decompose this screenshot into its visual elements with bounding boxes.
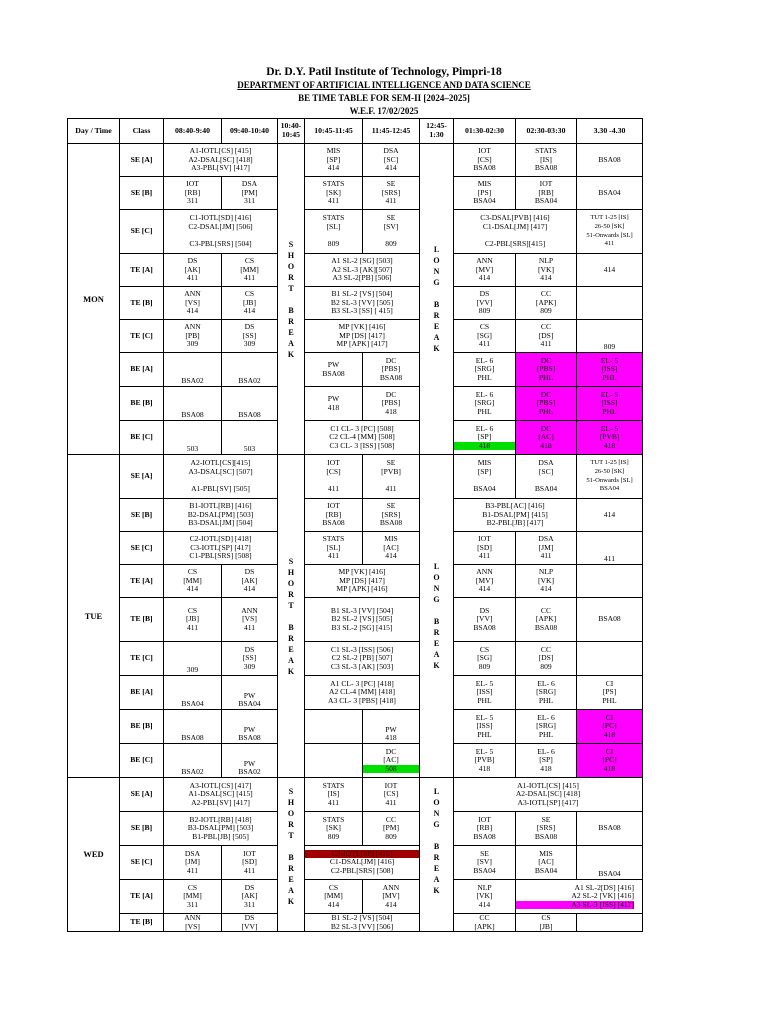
class-cell: SE [B] (120, 812, 164, 846)
lecture-cell: ANN [MV] 414 (363, 880, 420, 914)
lecture-cell-highlight: DC [PBS] PHL (516, 387, 577, 421)
class-cell: SE [A] (120, 778, 164, 812)
lecture-cell: 503 (164, 421, 222, 455)
lab-cell: C1-IOTL[SD] [416] C2-DSAL[JM] [506] C3-PBL[SRS] [504] (164, 210, 278, 254)
lecture-cell: EL- 6 [SP] 418 (516, 744, 577, 778)
lab-cell: A2-IOTL[CS][415] A3-DSAL[SC] [507] A1-PBL[SV] [505] (164, 455, 278, 499)
lecture-cell: ANN [VS] 411 (222, 598, 278, 642)
lecture-cell: BSA04 (577, 846, 643, 880)
lecture-cell: BSA08 (164, 710, 222, 744)
col-slot-3: 10:45-11:45 (305, 119, 363, 144)
lecture-cell: 309 (164, 642, 222, 676)
class-cell: BE [C] (120, 744, 164, 778)
lecture-cell: DS [SS] 309 (222, 642, 278, 676)
lecture-cell: DC [PBS] 418 (363, 387, 420, 421)
short-break-cell (278, 455, 305, 778)
class-cell: TE [B] (120, 914, 164, 932)
table-row (68, 846, 643, 880)
lecture-cell: ANN [PB] 309 (164, 320, 222, 353)
lecture-cell: DS [AK] 311 (222, 880, 278, 914)
short-break-label: S H O R T B R E A K (287, 239, 295, 359)
class-cell: SE [B] (120, 499, 164, 532)
class-cell: TE [B] (120, 287, 164, 320)
col-day: Day / Time (68, 119, 120, 144)
lecture-cell: IOT [RB] BSA08 (305, 499, 363, 532)
lecture-cell-highlight: CI [PC] 418 (577, 710, 643, 744)
table-row (68, 387, 643, 421)
short-break-label: S H O R T B R E A K (287, 787, 295, 906)
lecture-cell: 809 (577, 320, 643, 353)
lecture-cell: STATS [IS] BSA08 (516, 144, 577, 177)
lecture-cell: CC [DS] 809 (516, 642, 577, 676)
lab-line: C1-DSAL[JM] [416] (329, 857, 395, 867)
day-cell: TUE (68, 455, 120, 778)
long-break-label: L O N G B R E A K (433, 787, 440, 895)
table-row (68, 210, 643, 254)
class-cell: BE [B] (120, 710, 164, 744)
lecture-cell: DSA [SC] 414 (363, 144, 420, 177)
class-cell: SE [A] (120, 455, 164, 499)
lab-cell: A1 CL- 3 [PC] [418] A2 CL-4 [MM] [418] A3 CL- 3 [PBS] [418] (305, 676, 420, 710)
col-slot-5: 01:30-02:30 (454, 119, 516, 144)
col-short-break: 10:40-10:45 (278, 119, 305, 144)
lecture-cell: PW BSA08 (305, 353, 363, 387)
lecture-cell: BSA04 (577, 177, 643, 210)
table-row (68, 320, 643, 353)
col-slot-6: 02:30-03:30 (516, 119, 577, 144)
lecture-cell: MIS [AC] 414 (363, 532, 420, 565)
short-break-cell (278, 144, 305, 455)
lecture-cell: EL- 5 [PVB] 418 (454, 744, 516, 778)
lecture-cell: EL- 5 [ISS] PHL (454, 676, 516, 710)
lab-cell: C3-DSAL[PVB] [416] C1-DSAL[JM] [417] C2-PBL[SRS][415] (454, 210, 577, 254)
lecture-cell: DS [AK] 411 (164, 254, 222, 287)
class-cell: TE [A] (120, 880, 164, 914)
lecture-cell: BSA08 (577, 598, 643, 642)
lecture-cell: DS [VV] 809 (454, 287, 516, 320)
lecture-cell: CC [APK] BSA08 (516, 598, 577, 642)
lab-cell: C2-IOTL[SD] [418] C3-IOTL[SP] [417] C1-PBL[SRS] [508] (164, 532, 278, 565)
lecture-cell: EL- 6 [SRG] PHL (454, 387, 516, 421)
lecture-cell: SE [SRS] BSA08 (516, 812, 577, 846)
lecture-cell: IOT [RB] BSA04 (516, 177, 577, 210)
short-break-label: S H O R T B R E A K (287, 556, 295, 676)
table-row (68, 812, 643, 846)
lecture-cell: PW BSA08 (222, 710, 278, 744)
lab-cell: B1 SL-2 [VS] [504] B2 SL-3 [VV] [505] B3 SL-3 [SS] [ 415] (305, 287, 420, 320)
lecture-cell-highlight: EL- 5 [ISS] PHL (577, 353, 643, 387)
lecture-cell: PW BSA04 (222, 676, 278, 710)
lecture-cell: 411 (577, 532, 643, 565)
lecture-cell: STATS [SK] 411 (305, 177, 363, 210)
lecture-cell-highlight: CI [PC] 418 (577, 744, 643, 778)
lecture-cell: EL- 6 [SRG] PHL (454, 353, 516, 387)
col-class: Class (120, 119, 164, 144)
lab-cell: B3-PBL[AC] [416] B1-DSAL[PM] [415] B2-PBL[JB] [417] (454, 499, 577, 532)
lecture-cell: EL- 5 [ISS] PHL (454, 710, 516, 744)
empty-cell (577, 914, 643, 932)
lecture-cell: STATS [SL] 809 (305, 210, 363, 254)
project-cell: MP [VK] [416] MP [DS] [417] MP [APK] [416] (305, 565, 420, 598)
lecture-cell: DS [VV] BSA08 (454, 598, 516, 642)
institute-title: Dr. D.Y. Patil Institute of Technology, Pimpri-18 (266, 66, 502, 78)
lecture-cell: CS [MM] 411 (222, 254, 278, 287)
lecture-cell: CS [MM] 414 (164, 565, 222, 598)
class-cell: BE [C] (120, 421, 164, 455)
table-row (68, 532, 643, 565)
lecture-cell: IOT [RB] 311 (164, 177, 222, 210)
lecture-cell: CC [APK] 809 (516, 287, 577, 320)
lecture-cell: ANN [MV] 414 (454, 565, 516, 598)
lecture-cell: PW 418 (363, 710, 420, 744)
lab-line: A2 SL-2 [VK] [416] (571, 891, 634, 901)
lecture-cell: DSA [PM] 311 (222, 177, 278, 210)
table-row (68, 499, 643, 532)
lecture-cell: MIS [SP] 414 (305, 144, 363, 177)
lecture-cell-highlight: EL- 5 [ISS] PHL (577, 387, 643, 421)
lab-line-highlight: C3-IOTL[SP] [415] (305, 850, 419, 859)
empty-cell (305, 744, 363, 778)
lecture-cell: CS [SG] 411 (454, 320, 516, 353)
table-row (68, 353, 643, 387)
lecture-cell: EL- 6 [SRG] PHL (516, 676, 577, 710)
lecture-cell: IOT [RB] BSA08 (454, 812, 516, 846)
lecture-cell: ANN [VS] 414 (164, 287, 222, 320)
lab-cell: B1 SL-3 [VV] [504] B2 SL-2 [VS] [505] B3 SL-2 [SG] [415] (305, 598, 420, 642)
project-cell: MP [VK] [416] MP [DS] [417] MP [APK] [417] (305, 320, 420, 353)
lecture-cell: CC [APK] (454, 914, 516, 932)
lecture-cell: SE [SV] BSA04 (454, 846, 516, 880)
class-cell: SE [B] (120, 177, 164, 210)
class-cell: TE [C] (120, 642, 164, 676)
lecture-cell: BSA02 (164, 353, 222, 387)
lab-line: A1 SL-2[DS] [416] (574, 882, 634, 892)
class-cell: BE [B] (120, 387, 164, 421)
table-row (68, 642, 643, 676)
col-slot-7: 3.30 -4.30 (577, 119, 643, 144)
long-break-cell (420, 144, 454, 455)
table-row (68, 710, 643, 744)
col-slot-2: 09:40-10:40 (222, 119, 278, 144)
lecture-cell: IOT [SD] 411 (454, 532, 516, 565)
table-row (68, 287, 643, 320)
tutorial-cell: TUT 1-25 [IS] 26-50 [SK] 51-Onwards [SL] 411 (577, 210, 643, 254)
lecture-cell: NLP [VK] 414 (516, 565, 577, 598)
long-break-label: L O N G B R E A K (433, 562, 440, 670)
lab-cell: C1 CL- 3 [PC] [508] C2 CL-4 [MM] [508] C3 CL- 3 [ISS] [508] (305, 421, 420, 455)
table-row (68, 598, 643, 642)
lecture-cell: BSA08 (164, 387, 222, 421)
lecture-cell: ANN [MV] 414 (454, 254, 516, 287)
table-row (68, 676, 643, 710)
lecture-cell: NLP [VK] 414 (454, 880, 516, 914)
lecture-cell: STATS [IS] 411 (305, 778, 363, 812)
lecture-cell: MIS [SP] BSA04 (454, 455, 516, 499)
lecture-cell: SE [SV] 809 (363, 210, 420, 254)
lecture-cell-highlight: DC [PBS] PHL (516, 353, 577, 387)
class-cell: TE [A] (120, 254, 164, 287)
lab-cell: A3-IOTL[CS] [417] A1-DSAL[SC] [415] A2-PBL[SV] [417] (164, 778, 278, 812)
lecture-cell: NLP [VK] 414 (516, 254, 577, 287)
lecture-cell: BSA08 (222, 387, 278, 421)
lecture-cell: MIS [AC] BSA04 (516, 846, 577, 880)
short-break-cell (278, 778, 305, 932)
lecture-cell: SE [SRS] BSA08 (363, 499, 420, 532)
long-break-cell (420, 455, 454, 778)
lab-cell: B2-IOTL[RB] [418] B3-DSAL[PM] [503] B1-PBL[JB] [505] (164, 812, 278, 846)
lab-cell: B1 SL-2 [VS] [504] B2 SL-3 [VV] [506] (305, 914, 420, 932)
lab-cell (516, 880, 643, 914)
class-cell: SE [C] (120, 532, 164, 565)
day-cell: MON (68, 144, 120, 455)
lecture-cell: CS [JB] 411 (164, 598, 222, 642)
lecture-cell: DS [VV] (222, 914, 278, 932)
lecture-cell: DS [AK] 414 (222, 565, 278, 598)
lecture-cell: STATS [SL] 411 (305, 532, 363, 565)
lecture-cell: DSA [JM] 411 (164, 846, 222, 880)
effective-date: W.E.F. 17/02/2025 (349, 106, 419, 116)
lecture-cell: BSA08 (577, 812, 643, 846)
class-cell: SE [A] (120, 144, 164, 177)
department-title: DEPARTMENT OF ARTIFICIAL INTELLIGENCE AND DATA SCIENCE (237, 80, 531, 90)
class-cell: TE [C] (120, 320, 164, 353)
lab-line: C2-PBL[SRS] [508] (330, 865, 394, 875)
header-row (68, 119, 643, 144)
long-break-cell (420, 778, 454, 932)
lecture-cell: PW 418 (305, 387, 363, 421)
lab-cell: A1 SL-2 [SG] [503] A2 SL-3 [AK][507] A3 SL-2[PB] [506] (305, 254, 420, 287)
lecture-cell: MIS [PS] BSA04 (454, 177, 516, 210)
lecture-cell: 414 (577, 254, 643, 287)
empty-cell (305, 710, 363, 744)
lecture-cell: EL- 6 [SRG] PHL (516, 710, 577, 744)
table-row (68, 744, 643, 778)
col-long-break: 12:45-1:30 (420, 119, 454, 144)
lecture-cell: ANN [VS] (164, 914, 222, 932)
timetable-title: BE TIME TABLE FOR SEM-II [2024–2025] (298, 93, 470, 103)
empty-cell (577, 565, 643, 598)
lecture-cell: CS [MM] 311 (164, 880, 222, 914)
class-cell: SE [C] (120, 210, 164, 254)
table-row (68, 421, 643, 455)
class-cell: SE [C] (120, 846, 164, 880)
table-row (68, 455, 643, 499)
table-row (68, 565, 643, 598)
lecture-cell: CS [MM] 414 (305, 880, 363, 914)
lecture-cell: CC [DS] 411 (516, 320, 577, 353)
lecture-cell: DSA [SC] BSA04 (516, 455, 577, 499)
table-row (68, 144, 643, 177)
lecture-cell: BSA08 (577, 144, 643, 177)
day-cell: WED (68, 778, 120, 932)
class-cell: TE [B] (120, 598, 164, 642)
lecture-cell: PW BSA02 (222, 744, 278, 778)
lecture-cell: DC [PBS] BSA08 (363, 353, 420, 387)
table-row (68, 880, 643, 914)
table-row (68, 914, 643, 932)
lecture-cell: EL- 6 [SP] 418 (454, 421, 516, 455)
lab-line-highlight: A3 SL-3 [ISS] [417] (516, 901, 634, 910)
lecture-cell: CS [JB] (516, 914, 577, 932)
col-slot-1: 08:40-9:40 (164, 119, 222, 144)
col-slot-4: 11:45-12:45 (363, 119, 420, 144)
long-break-label: L O N G B R E A K (433, 245, 440, 353)
lab-cell: A1-IOTL[CS] [415] A2-DSAL[SC] [418] A3-IOTL[SP] [417] (454, 778, 643, 812)
lecture-cell: BSA02 (164, 744, 222, 778)
class-cell: BE [A] (120, 676, 164, 710)
tutorial-cell: TUT 1-25 [IS] 26-50 [SK] 51-Onwards [SL] BSA04 (577, 455, 643, 499)
lecture-cell: SE [PVB] 411 (363, 455, 420, 499)
lecture-cell-highlight: EL- 5 [PVB] 418 (577, 421, 643, 455)
lab-cell: A1-IOTL[CS] [415] A2-DSAL[SC] [418] A3-PBL[SV] [417] (164, 144, 278, 177)
lecture-cell: BSA02 (222, 353, 278, 387)
table-row (68, 177, 643, 210)
class-cell: BE [A] (120, 353, 164, 387)
document-header (0, 66, 768, 118)
empty-cell (577, 287, 643, 320)
class-cell: TE [A] (120, 565, 164, 598)
lecture-cell: CS [SG] 809 (454, 642, 516, 676)
lecture-cell: IOT [CS] BSA08 (454, 144, 516, 177)
lecture-cell: IOT [SD] 411 (222, 846, 278, 880)
lecture-cell: DC [AC] 508 (363, 744, 420, 778)
table-row (68, 778, 643, 812)
lecture-cell: IOT [CS] 411 (305, 455, 363, 499)
lecture-cell: STATS [SK] 809 (305, 812, 363, 846)
lab-cell (305, 846, 420, 880)
lecture-cell: DSA [JM] 411 (516, 532, 577, 565)
lecture-cell: 414 (577, 499, 643, 532)
lecture-cell: 503 (222, 421, 278, 455)
lecture-cell: CC [PM] 809 (363, 812, 420, 846)
lecture-cell: SE [SRS] 411 (363, 177, 420, 210)
lecture-cell: CI [PS] PHL (577, 676, 643, 710)
empty-cell (577, 642, 643, 676)
lecture-cell: BSA04 (164, 676, 222, 710)
lecture-cell: CS [JB] 414 (222, 287, 278, 320)
timetable (67, 118, 643, 932)
lecture-cell: IOT [CS] 411 (363, 778, 420, 812)
lab-cell: C1 SL-3 [ISS] [506] C2 SL-2 [PB] [507] C3 SL-3 [AK] [503] (305, 642, 420, 676)
lab-cell: B1-IOTL[RB] [416] B2-DSAL[PM] [503] B3-DSAL[JM] [504] (164, 499, 278, 532)
lecture-cell-highlight: DC [AC] 418 (516, 421, 577, 455)
lecture-cell: DS [SS] 309 (222, 320, 278, 353)
table-row (68, 254, 643, 287)
